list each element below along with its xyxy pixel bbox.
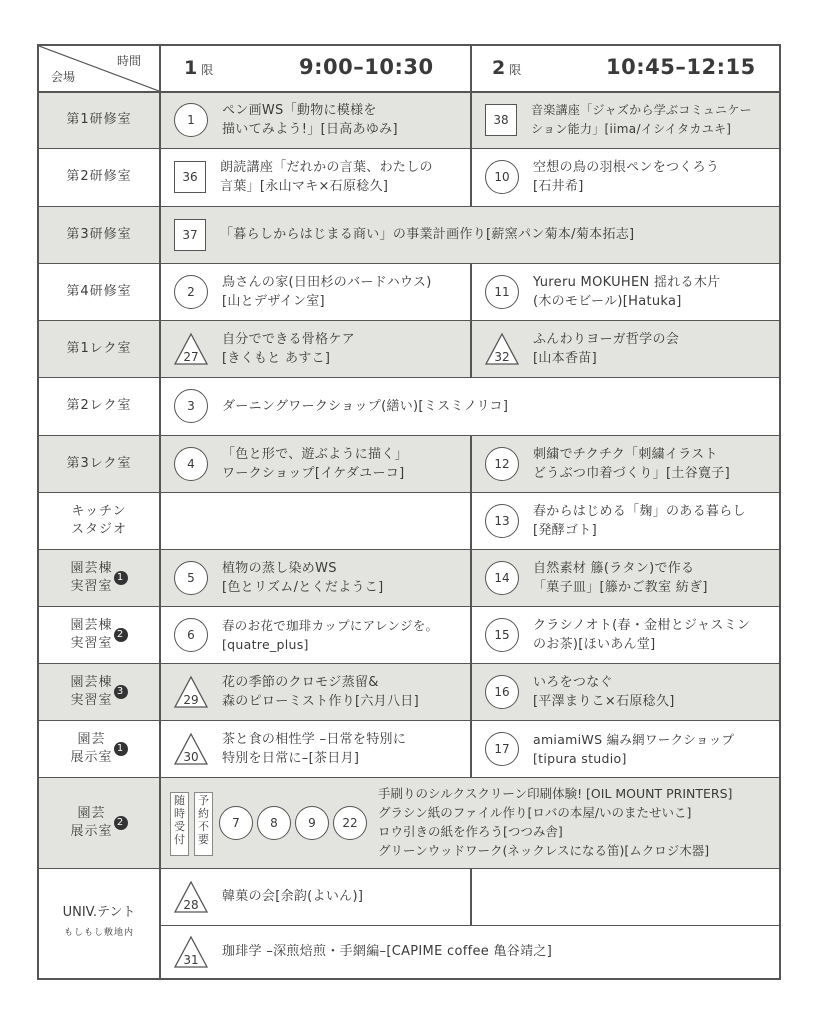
walk-in-tag xyxy=(170,792,189,856)
session-number-circle: 9 xyxy=(295,806,329,840)
venue-name: 園芸棟 実習室 xyxy=(70,674,113,708)
triangle-number: 30 xyxy=(183,749,199,764)
session-number-circle: 13 xyxy=(485,504,519,538)
venue-cell: 第4研修室 xyxy=(66,283,132,299)
session-text: 音楽講座「ジャズから学ぶコミュニケー ション能力」[iima/イシイタカユキ] xyxy=(531,102,752,136)
session-cell xyxy=(160,720,470,777)
room-number-badge: 2 xyxy=(114,816,128,830)
session-text: 自分でできる骨格ケア [きくもと あすこ] xyxy=(222,331,356,366)
session-number-circle: 11 xyxy=(485,275,519,309)
session-cell xyxy=(160,868,470,925)
session-number-square: 38 xyxy=(485,104,517,136)
walk-in-text: 随 時 受 付 xyxy=(174,794,185,846)
period-1-number: 1 xyxy=(184,57,198,79)
session-number-circle: 6 xyxy=(174,618,208,652)
venue-cell: 第3レク室 xyxy=(66,455,132,471)
session-number-square: 37 xyxy=(174,219,206,251)
session-cell xyxy=(471,549,779,606)
session-cell xyxy=(160,206,779,263)
session-number-triangle xyxy=(174,332,208,366)
triangle-number: 28 xyxy=(183,897,199,912)
session-cell xyxy=(471,320,779,377)
no-reservation-text: 予 約 不 要 xyxy=(198,794,209,846)
session-number-square: 36 xyxy=(174,161,206,193)
session-text: 茶と食の相性学 –日常を特別に 特別を日常に–[茶日月] xyxy=(222,731,407,766)
period-1-unit: 限 xyxy=(201,63,214,77)
venue-cell xyxy=(39,606,159,663)
session-text: 空想の鳥の羽根ペンをつくろう [石井希] xyxy=(533,160,720,194)
session-cell xyxy=(160,606,470,663)
period-2-time: 10:45–12:15 xyxy=(606,55,756,79)
period-2-header xyxy=(492,57,521,79)
session-cell xyxy=(160,925,779,978)
room-number-badge: 1 xyxy=(114,571,128,585)
triangle-number: 31 xyxy=(183,952,199,967)
venue-name: 園芸棟 実習室 xyxy=(70,617,113,651)
session-number-circle: 17 xyxy=(485,732,519,766)
session-number-triangle xyxy=(174,675,208,709)
session-text: 韓菓の会[余韵(よいん)] xyxy=(222,889,364,904)
venue-cell: キッチン スタジオ xyxy=(70,503,127,537)
session-text: amiamiWS 編み網ワークショップ [tipura studio] xyxy=(533,731,735,766)
venue-cell xyxy=(39,549,159,606)
session-cell xyxy=(471,148,779,206)
session-text: 珈琲学 –深煎焙煎・手網編–[CAPIME coffee 亀谷靖之] xyxy=(222,944,553,959)
venue-name: 園芸棟 実習室 xyxy=(70,560,113,594)
period-divider xyxy=(470,868,472,925)
venue-cell: 第1レク室 xyxy=(66,340,132,356)
venue-cell: 第3研修室 xyxy=(66,226,132,242)
session-cell xyxy=(160,148,470,206)
venue-subname: もしもし敷地内 xyxy=(63,928,134,938)
time-label: 時間 xyxy=(117,54,142,68)
session-number-triangle xyxy=(174,732,208,766)
session-text: クラシノオト(春・金柑とジャスミン のお茶)[ほいあん堂] xyxy=(533,617,751,652)
session-number-circle: 14 xyxy=(485,561,519,595)
triangle-number: 29 xyxy=(183,692,199,707)
venue-cell xyxy=(39,663,159,720)
session-number-circle: 5 xyxy=(174,561,208,595)
venue-name: 園芸 展示室 xyxy=(70,805,113,839)
session-number-triangle xyxy=(174,935,208,969)
session-text: 植物の蒸し染めWS [色とリズム/とくだようこ] xyxy=(222,560,384,595)
session-number-triangle xyxy=(174,880,208,914)
venue-label: 会場 xyxy=(51,70,76,84)
period-2-unit: 限 xyxy=(509,63,522,77)
session-number-triangle xyxy=(485,332,519,366)
venue-cell: 第2レク室 xyxy=(66,398,132,413)
session-text-list: 手刷りのシルクスクリーン印刷体験! [OIL MOUNT PRINTERS] グラシン紙のファイル作り[ロバの本屋/いのまたせいこ] ロウ引きの紙を作ろう[つつみ舎] グリーンウッドワーク(ネックレスになる笛)[ムクロジ木器] xyxy=(378,786,733,858)
session-text: 刺繍でチクチク「刺繍イラスト どうぶつ巾着づくり」[土谷寛子] xyxy=(533,446,730,481)
session-number-circle: 3 xyxy=(174,389,208,423)
venue-cell: 第1研修室 xyxy=(66,111,132,127)
venue-name: UNIV.テント xyxy=(62,905,136,920)
room-number-badge: 3 xyxy=(114,685,128,699)
venue-cell xyxy=(39,720,159,777)
session-number-circle: 12 xyxy=(485,447,519,481)
session-number-circle: 1 xyxy=(174,103,208,137)
session-cell xyxy=(471,91,779,148)
session-text: 自然素材 籐(ラタン)で作る 「菓子皿」[籐かご教室 紡ぎ] xyxy=(533,560,708,595)
session-cell xyxy=(471,720,779,777)
session-cell xyxy=(471,435,779,492)
session-number-circle: 10 xyxy=(485,160,519,194)
session-number-circle: 15 xyxy=(485,618,519,652)
session-cell xyxy=(471,263,779,320)
session-text: Yureru MOKUHEN 揺れる木片 (木のモビール)[Hatuka] xyxy=(533,274,721,309)
venue-cell: 第2研修室 xyxy=(66,169,132,184)
session-cell xyxy=(471,663,779,720)
session-text: 花の季節のクロモジ蒸留& 森のピローミスト作り[六月八日] xyxy=(222,674,419,709)
session-number-circle: 16 xyxy=(485,675,519,709)
venue-name: 園芸 展示室 xyxy=(70,731,113,765)
period-1-header xyxy=(184,57,213,79)
session-cell xyxy=(471,606,779,663)
triangle-number: 27 xyxy=(183,349,199,364)
session-text: 春のお花で珈琲カップにアレンジを。 [quatre_plus] xyxy=(222,617,439,652)
session-number-circle: 22 xyxy=(333,806,367,840)
room-number-badge: 1 xyxy=(114,742,128,756)
session-cell xyxy=(160,377,779,435)
venue-cell xyxy=(39,777,159,868)
session-number-circle: 2 xyxy=(174,275,208,309)
triangle-number: 32 xyxy=(494,349,510,364)
venue-cell xyxy=(39,868,159,978)
session-cell xyxy=(160,435,470,492)
session-text: 朗読講座「だれかの言葉、わたしの 言葉」[永山マキ×石原稔久] xyxy=(220,160,433,194)
session-cell xyxy=(160,549,470,606)
session-number-circle: 7 xyxy=(219,806,253,840)
period-1-time: 9:00–10:30 xyxy=(299,55,434,79)
room-number-badge: 2 xyxy=(114,628,128,642)
session-text: いろをつなぐ [平澤まりこ×石原稔久] xyxy=(533,674,675,709)
session-cell xyxy=(471,492,779,549)
session-cell xyxy=(160,320,470,377)
session-number-circle: 8 xyxy=(257,806,291,840)
session-cell xyxy=(160,263,470,320)
session-text: ふんわりヨーガ哲学の会 [山本香苗] xyxy=(533,331,680,366)
session-cell xyxy=(160,663,470,720)
schedule-table xyxy=(37,44,781,980)
session-text: 「色と形で、遊ぶように描く」 ワークショップ[イケダユーコ] xyxy=(222,446,408,481)
session-number-circle: 4 xyxy=(174,447,208,481)
session-text: 「暮らしからはじまる商い」の事業計画作り[薪窯パン菊本/菊本拓志] xyxy=(220,227,635,242)
session-text: ペン画WS「動物に模様を 描いてみよう!」[日高あゆみ] xyxy=(222,102,398,137)
session-text: 春からはじめる「麹」のある暮らし [発酵ゴト] xyxy=(533,503,746,538)
session-cell xyxy=(160,91,470,148)
period-2-number: 2 xyxy=(492,57,506,79)
no-reservation-tag xyxy=(194,792,213,856)
session-text: ダーニングワークショップ(繕い)[ミスミノリコ] xyxy=(222,398,509,414)
session-text: 鳥さんの家(日田杉のバードハウス) [山とデザイン室] xyxy=(222,274,432,309)
